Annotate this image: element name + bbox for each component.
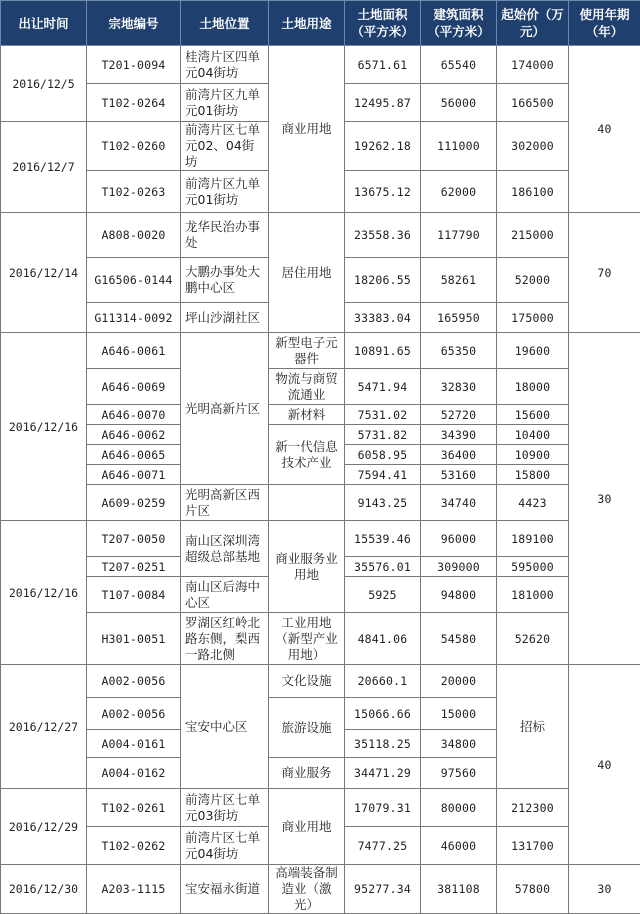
usage-cell xyxy=(269,485,345,521)
location-cell: 前湾片区九单元01街坊 xyxy=(181,171,269,213)
years-cell: 40 xyxy=(569,665,640,865)
start-price: 166500 xyxy=(497,84,569,122)
header-parcel-id: 宗地编号 xyxy=(87,1,181,46)
land-area: 20660.1 xyxy=(345,665,421,698)
land-area: 15066.66 xyxy=(345,698,421,730)
usage-cell: 高端装备制造业（激光） xyxy=(269,865,345,914)
location-cell: 南山区深圳湾超级总部基地 xyxy=(181,521,269,577)
parcel-id: T207-0251 xyxy=(87,557,181,577)
land-area: 15539.46 xyxy=(345,521,421,557)
date-cell: 2016/12/27 xyxy=(1,665,87,789)
usage-cell: 商业服务业用地 xyxy=(269,521,345,613)
start-price: 18000 xyxy=(497,369,569,405)
table-row xyxy=(1,521,640,557)
land-area: 7594.41 xyxy=(345,465,421,485)
parcel-id: T102-0264 xyxy=(87,84,181,122)
start-price: 19600 xyxy=(497,333,569,369)
parcel-id: A646-0069 xyxy=(87,369,181,405)
build-area: 20000 xyxy=(421,665,497,698)
location-cell: 桂湾片区四单元04街坊 xyxy=(181,46,269,84)
table-row xyxy=(1,485,640,521)
land-area: 6058.95 xyxy=(345,445,421,465)
header-location: 土地位置 xyxy=(181,1,269,46)
land-area: 4841.06 xyxy=(345,613,421,665)
build-area: 46000 xyxy=(421,827,497,865)
start-price: 4423 xyxy=(497,485,569,521)
build-area: 94800 xyxy=(421,577,497,613)
date-cell: 2016/12/29 xyxy=(1,789,87,865)
build-area: 80000 xyxy=(421,789,497,827)
start-price: 215000 xyxy=(497,213,569,258)
build-area: 111000 xyxy=(421,122,497,171)
location-cell: 前湾片区七单元04街坊 xyxy=(181,827,269,865)
years-cell: 30 xyxy=(569,333,640,665)
build-area: 62000 xyxy=(421,171,497,213)
header-years: 使用年期（年） xyxy=(569,1,640,46)
usage-cell: 新一代信息技术产业 xyxy=(269,425,345,485)
land-area: 6571.61 xyxy=(345,46,421,84)
parcel-id: A646-0062 xyxy=(87,425,181,445)
location-cell: 大鹏办事处大鹏中心区 xyxy=(181,258,269,303)
table-row xyxy=(1,333,640,369)
build-area: 96000 xyxy=(421,521,497,557)
build-area: 381108 xyxy=(421,865,497,914)
usage-cell: 商业服务 xyxy=(269,758,345,789)
table-row xyxy=(1,665,640,698)
location-cell: 罗湖区红岭北路东侧，梨西一路北侧 xyxy=(181,613,269,665)
usage-cell: 旅游设施 xyxy=(269,698,345,758)
land-area: 5925 xyxy=(345,577,421,613)
start-price: 175000 xyxy=(497,303,569,333)
land-area: 33383.04 xyxy=(345,303,421,333)
build-area: 117790 xyxy=(421,213,497,258)
usage-cell: 商业用地 xyxy=(269,46,345,213)
parcel-id: A646-0070 xyxy=(87,405,181,425)
parcel-id: A004-0162 xyxy=(87,758,181,789)
build-area: 309000 xyxy=(421,557,497,577)
build-area: 15000 xyxy=(421,698,497,730)
land-area: 34471.29 xyxy=(345,758,421,789)
location-cell: 前湾片区九单元01街坊 xyxy=(181,84,269,122)
land-area: 5471.94 xyxy=(345,369,421,405)
land-area: 7531.02 xyxy=(345,405,421,425)
parcel-id: H301-0051 xyxy=(87,613,181,665)
date-cell: 2016/12/14 xyxy=(1,213,87,333)
header-usage: 土地用途 xyxy=(269,1,345,46)
parcel-id: A002-0056 xyxy=(87,698,181,730)
land-area: 35576.01 xyxy=(345,557,421,577)
start-price: 131700 xyxy=(497,827,569,865)
date-cell: 2016/12/16 xyxy=(1,521,87,665)
build-area: 97560 xyxy=(421,758,497,789)
usage-cell: 工业用地（新型产业用地） xyxy=(269,613,345,665)
start-price: 15600 xyxy=(497,405,569,425)
parcel-id: G11314-0092 xyxy=(87,303,181,333)
land-area: 5731.82 xyxy=(345,425,421,445)
location-cell: 宝安福永街道 xyxy=(181,865,269,914)
usage-cell: 物流与商贸流通业 xyxy=(269,369,345,405)
land-area: 18206.55 xyxy=(345,258,421,303)
table-row xyxy=(1,405,640,425)
land-area: 9143.25 xyxy=(345,485,421,521)
years-cell: 70 xyxy=(569,213,640,333)
table-row xyxy=(1,46,640,84)
parcel-id: A002-0056 xyxy=(87,665,181,698)
parcel-id: A203-1115 xyxy=(87,865,181,914)
land-area: 35118.25 xyxy=(345,730,421,758)
date-cell: 2016/12/30 xyxy=(1,865,87,914)
parcel-id: T102-0261 xyxy=(87,789,181,827)
header-land-area: 土地面积（平方米） xyxy=(345,1,421,46)
build-area: 56000 xyxy=(421,84,497,122)
table-row xyxy=(1,369,640,405)
date-cell: 2016/12/16 xyxy=(1,333,87,521)
build-area: 53160 xyxy=(421,465,497,485)
build-area: 58261 xyxy=(421,258,497,303)
usage-cell: 新型电子元器件 xyxy=(269,333,345,369)
parcel-id: A808-0020 xyxy=(87,213,181,258)
usage-cell: 居住用地 xyxy=(269,213,345,333)
build-area: 36400 xyxy=(421,445,497,465)
start-price: 302000 xyxy=(497,122,569,171)
start-price: 15800 xyxy=(497,465,569,485)
location-cell: 坪山沙湖社区 xyxy=(181,303,269,333)
start-price: 10900 xyxy=(497,445,569,465)
years-cell: 30 xyxy=(569,865,640,914)
start-price: 52620 xyxy=(497,613,569,665)
years-cell: 40 xyxy=(569,46,640,213)
land-area: 95277.34 xyxy=(345,865,421,914)
parcel-id: A646-0061 xyxy=(87,333,181,369)
start-price: 57800 xyxy=(497,865,569,914)
land-area: 13675.12 xyxy=(345,171,421,213)
parcel-id: T207-0050 xyxy=(87,521,181,557)
build-area: 54580 xyxy=(421,613,497,665)
start-price: 10400 xyxy=(497,425,569,445)
table-row xyxy=(1,789,640,827)
parcel-id: A609-0259 xyxy=(87,485,181,521)
land-area: 23558.36 xyxy=(345,213,421,258)
start-price: 189100 xyxy=(497,521,569,557)
start-price: 212300 xyxy=(497,789,569,827)
parcel-id: T107-0084 xyxy=(87,577,181,613)
location-cell: 南山区后海中心区 xyxy=(181,577,269,613)
parcel-id: T102-0262 xyxy=(87,827,181,865)
header-build-area: 建筑面积（平方米） xyxy=(421,1,497,46)
parcel-id: T102-0260 xyxy=(87,122,181,171)
start-price: 174000 xyxy=(497,46,569,84)
start-price: 招标 xyxy=(497,665,569,789)
parcel-id: T201-0094 xyxy=(87,46,181,84)
location-cell: 前湾片区七单元03街坊 xyxy=(181,789,269,827)
header-start-price: 起始价（万元） xyxy=(497,1,569,46)
header-date: 出让时间 xyxy=(1,1,87,46)
parcel-id: A004-0161 xyxy=(87,730,181,758)
parcel-id: T102-0263 xyxy=(87,171,181,213)
date-cell: 2016/12/5 xyxy=(1,46,87,122)
location-cell: 前湾片区七单元02、04街坊 xyxy=(181,122,269,171)
land-area: 7477.25 xyxy=(345,827,421,865)
start-price: 52000 xyxy=(497,258,569,303)
land-area: 17079.31 xyxy=(345,789,421,827)
usage-cell: 文化设施 xyxy=(269,665,345,698)
land-area: 12495.87 xyxy=(345,84,421,122)
table-row xyxy=(1,613,640,665)
location-cell: 光明高新片区 xyxy=(181,333,269,485)
build-area: 34740 xyxy=(421,485,497,521)
start-price: 181000 xyxy=(497,577,569,613)
header-row xyxy=(1,1,640,46)
start-price: 595000 xyxy=(497,557,569,577)
parcel-id: A646-0065 xyxy=(87,445,181,465)
usage-cell: 新材料 xyxy=(269,405,345,425)
location-cell: 龙华民治办事处 xyxy=(181,213,269,258)
build-area: 65350 xyxy=(421,333,497,369)
start-price: 186100 xyxy=(497,171,569,213)
build-area: 165950 xyxy=(421,303,497,333)
build-area: 32830 xyxy=(421,369,497,405)
land-area: 10891.65 xyxy=(345,333,421,369)
date-cell: 2016/12/7 xyxy=(1,122,87,213)
table-row xyxy=(1,213,640,258)
parcel-id: G16506-0144 xyxy=(87,258,181,303)
build-area: 65540 xyxy=(421,46,497,84)
build-area: 52720 xyxy=(421,405,497,425)
table-row xyxy=(1,865,640,914)
location-cell: 光明高新区西片区 xyxy=(181,485,269,521)
table-row xyxy=(1,425,640,445)
parcel-id: A646-0071 xyxy=(87,465,181,485)
build-area: 34800 xyxy=(421,730,497,758)
build-area: 34390 xyxy=(421,425,497,445)
land-area: 19262.18 xyxy=(345,122,421,171)
location-cell: 宝安中心区 xyxy=(181,665,269,789)
usage-cell: 商业用地 xyxy=(269,789,345,865)
